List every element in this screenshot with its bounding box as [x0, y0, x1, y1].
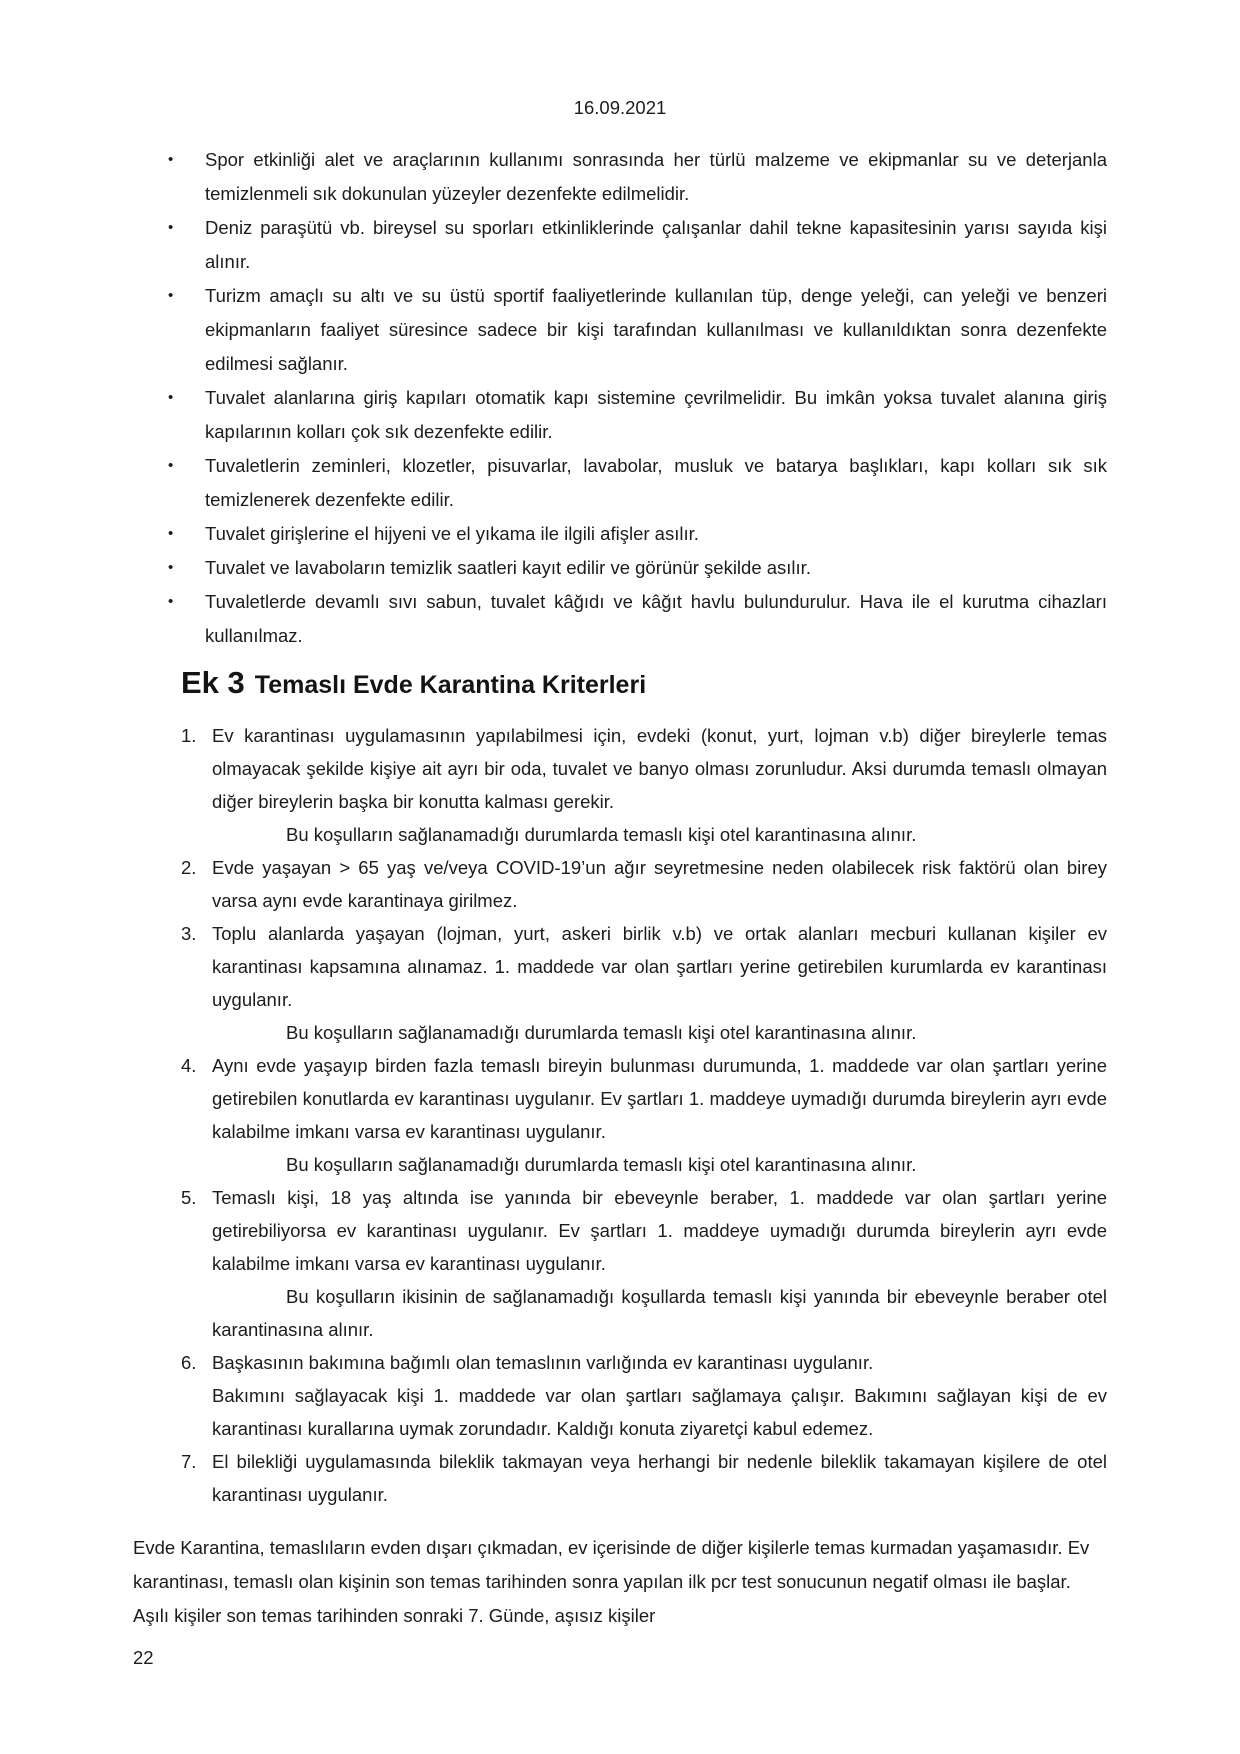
item-note: Bu koşulların sağlanamadığı durumlarda temaslı kişi otel karantinasına alınır.	[286, 1154, 917, 1175]
bullet-text: Deniz paraşütü vb. bireysel su sporları etkinliklerinde çalışanlar dahil tekne kapasitesinin yarısı sayıda kişi alınır.	[205, 217, 1107, 272]
bullet-icon: •	[168, 593, 174, 610]
document-date: 16.09.2021	[573, 97, 667, 118]
item-content	[212, 1181, 1107, 1346]
bullet-item	[168, 449, 1107, 517]
bullet-icon: •	[168, 287, 174, 304]
item-content	[212, 917, 1107, 1049]
item-text: Ev karantinası uygulamasının yapılabilmesi için, evdeki (konut, yurt, lojman v.b) diğer bireylerle temas olmayacak şekilde kişiye ait ayrı bir oda, tuvalet ve banyo olması zorunludur. Aksi durumda temaslı olmayan diğer bireylerin başka bir konutta kalması gerekir.	[212, 725, 1107, 812]
bullet-text: Turizm amaçlı su altı ve su üstü sportif faaliyetlerinde kullanılan tüp, denge yeleği, can yeleği ve benzeri ekipmanların faaliyet süresince sadece bir kişi tarafından kullanılması ve kullanıldıktan sonra dezenfekte edilmesi sağlanır.	[205, 285, 1107, 374]
bullet-item	[168, 551, 1107, 585]
item-number: 1.	[181, 725, 197, 746]
item-text: Temaslı kişi, 18 yaş altında ise yanında bir ebeveynle beraber, 1. maddede var olan şartları yerine getirebiliyorsa ev karantinası uygulanır. Ev şartları 1. maddeye uymadığı durumda bireylerin ayrı evde kalabilme imkanı varsa ev karantinası uygulanır.	[212, 1187, 1107, 1274]
item-number: 6.	[181, 1352, 197, 1373]
bullet-item	[168, 585, 1107, 653]
item-number: 4.	[181, 1055, 197, 1076]
numbered-item	[181, 1049, 1107, 1181]
bullet-icon: •	[168, 389, 174, 406]
item-text: El bilekliği uygulamasında bileklik takmayan veya herhangi bir nedenle bileklik takamayan kişilere de otel karantinası uygulanır.	[212, 1451, 1107, 1505]
numbered-item	[181, 917, 1107, 1049]
closing-paragraph: Evde Karantina, temaslıların evden dışarı çıkmadan, ev içerisinde de diğer kişilerle temas kurmadan yaşamasıdır. Ev karantinası, temaslı olan kişinin son temas tarihinden sonra yapılan ilk pcr test sonucunun negatif olması ile başlar. Aşılı kişiler son temas tarihinden sonraki 7. Günde, aşısız kişiler	[133, 1537, 1090, 1626]
item-note: Bu koşulların sağlanamadığı durumlarda temaslı kişi otel karantinasına alınır.	[286, 824, 917, 845]
item-number: 5.	[181, 1187, 197, 1208]
item-text-continued: Bakımını sağlayacak kişi 1. maddede var olan şartları sağlamaya çalışır. Bakımını sağlayan kişi de ev karantinası kurallarına uymak zorundadır. Kaldığı konuta ziyaretçi kabul edemez.	[212, 1385, 1107, 1439]
numbered-item	[181, 1181, 1107, 1346]
section-heading	[181, 663, 1107, 705]
numbered-item	[181, 851, 1107, 917]
bullet-item	[168, 517, 1107, 551]
bullet-item	[168, 143, 1107, 211]
bullet-icon: •	[168, 525, 174, 542]
item-text: Başkasının bakımına bağımlı olan temaslının varlığında ev karantinası uygulanır.	[212, 1352, 874, 1373]
bullet-icon: •	[168, 559, 174, 576]
item-number: 3.	[181, 923, 197, 944]
item-content	[212, 1346, 1107, 1445]
section-heading-title: Temaslı Evde Karantina Kriterleri	[254, 671, 647, 699]
bullet-icon: •	[168, 151, 174, 168]
item-content	[212, 1445, 1107, 1511]
page-number: 22	[133, 1647, 154, 1668]
numbered-item	[181, 1346, 1107, 1445]
bullet-text: Tuvaletlerde devamlı sıvı sabun, tuvalet kâğıdı ve kâğıt havlu bulundurulur. Hava ile el kurutma cihazları kullanılmaz.	[205, 591, 1107, 646]
numbered-item	[181, 1445, 1107, 1511]
section-heading-prefix: Ek 3	[181, 665, 245, 700]
numbered-item	[181, 719, 1107, 851]
numbered-list	[133, 719, 1107, 1511]
bullet-item	[168, 279, 1107, 381]
item-content	[212, 719, 1107, 851]
item-text: Aynı evde yaşayıp birden fazla temaslı bireyin bulunması durumunda, 1. maddede var olan şartları yerine getirebilen konutlarda ev karantinası uygulanır. Ev şartları 1. maddeye uymadığı durumda bireylerin ayrı evde kalabilme imkanı varsa ev karantinası uygulanır.	[212, 1055, 1107, 1142]
item-number: 7.	[181, 1451, 197, 1472]
item-content	[212, 851, 1107, 917]
bullet-text: Tuvalet alanlarına giriş kapıları otomatik kapı sistemine çevrilmelidir. Bu imkân yoksa tuvalet alanına giriş kapılarının kolları çok sık dezenfekte edilir.	[205, 387, 1107, 442]
item-text: Evde yaşayan > 65 yaş ve/veya COVID-19’un ağır seyretmesine neden olabilecek risk faktörü olan birey varsa aynı evde karantinaya girilmez.	[212, 857, 1107, 911]
bullet-item	[168, 211, 1107, 279]
item-note: Bu koşulların sağlanamadığı durumlarda temaslı kişi otel karantinasına alınır.	[286, 1022, 917, 1043]
bullet-text: Tuvalet girişlerine el hijyeni ve el yıkama ile ilgili afişler asılır.	[205, 523, 699, 544]
item-number: 2.	[181, 857, 197, 878]
item-text: Toplu alanlarda yaşayan (lojman, yurt, askeri birlik v.b) ve ortak alanları mecburi kullanan kişiler ev karantinası kapsamına alınamaz. 1. maddede var olan şartları yerine getirebilen kurumlarda ev karantinası uygulanır.	[212, 923, 1107, 1010]
bullet-text: Tuvalet ve lavaboların temizlik saatleri kayıt edilir ve görünür şekilde asılır.	[205, 557, 811, 578]
bullet-icon: •	[168, 219, 174, 236]
bullet-item	[168, 381, 1107, 449]
item-content	[212, 1049, 1107, 1181]
item-note: Bu koşulların ikisinin de sağlanamadığı koşullarda temaslı kişi yanında bir ebeveynle beraber otel karantinasına alınır.	[212, 1286, 1107, 1340]
bullet-text: Spor etkinliği alet ve araçlarının kullanımı sonrasında her türlü malzeme ve ekipmanlar su ve deterjanla temizlenmeli sık dokunulan yüzeyler dezenfekte edilmelidir.	[205, 149, 1107, 204]
bullet-icon: •	[168, 457, 174, 474]
bullet-text: Tuvaletlerin zeminleri, klozetler, pisuvarlar, lavabolar, musluk ve batarya başlıkları, kapı kolları sık sık temizlenerek dezenfekte edilir.	[205, 455, 1107, 510]
bullet-list	[133, 143, 1107, 653]
